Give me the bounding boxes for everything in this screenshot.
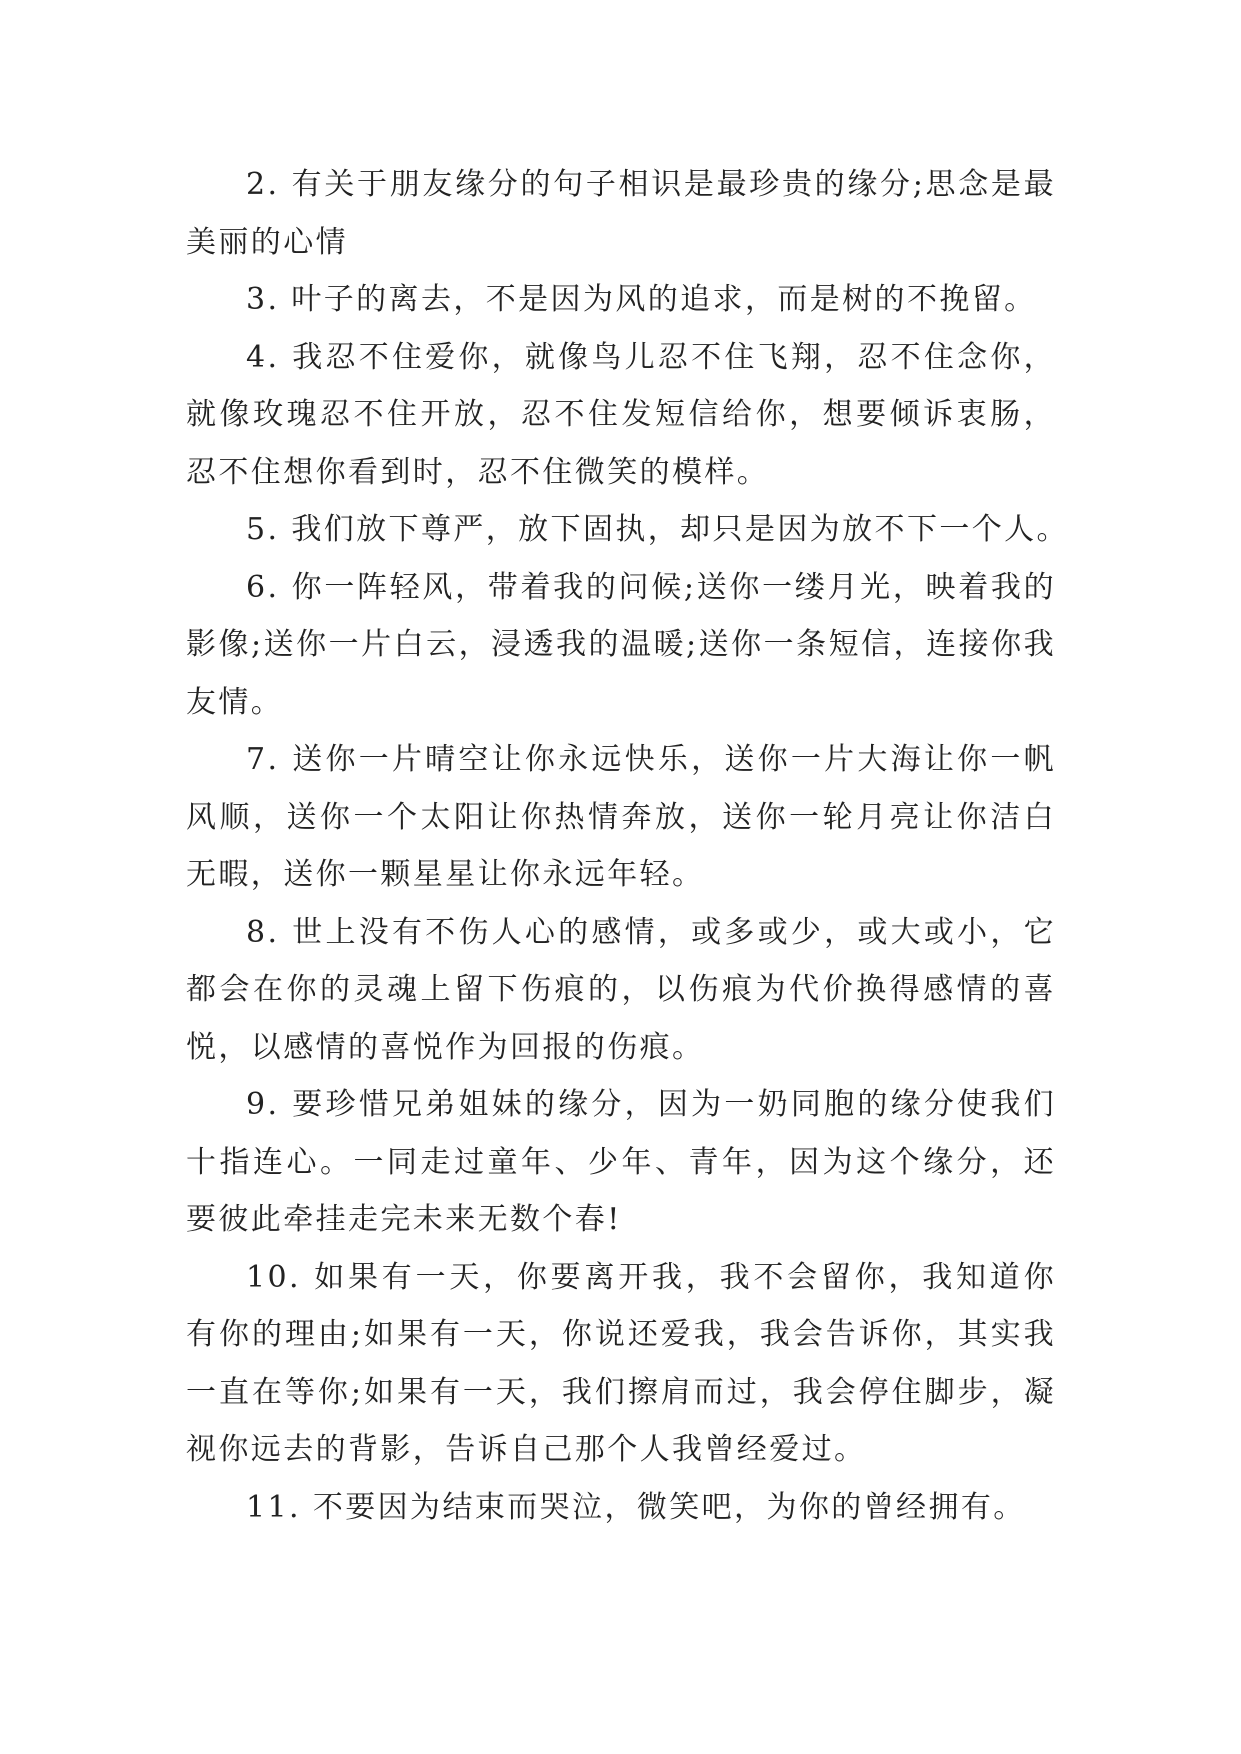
paragraph-4: 4. 我忍不住爱你，就像鸟儿忍不住飞翔，忍不住念你，就像玫瑰忍不住开放，忍不住发短信给你，想要倾诉衷肠，忍不住想你看到时，忍不住微笑的模样。	[186, 339, 1056, 490]
paragraph-11: 11. 不要因为结束而哭泣，微笑吧，为你的曾经拥有。	[246, 1489, 1026, 1525]
paragraph-7: 7. 送你一片晴空让你永远快乐，送你一片大海让你一帆风顺，送你一个太阳让你热情奔放，送你一轮月亮让你洁白无暇，送你一颗星星让你永远年轻。	[186, 742, 1056, 892]
paragraph-6: 6. 你一阵轻风，带着我的问候;送你一缕月光，映着我的影像;送你一片白云，浸透我的温暖;送你一条短信，连接你我友情。	[186, 569, 1056, 720]
paragraph-2: 2. 有关于朋友缘分的句子相识是最珍贵的缘分;思念是最美丽的心情	[186, 167, 1056, 260]
paragraph-8: 8. 世上没有不伤人心的感情，或多或少，或大或小，它都会在你的灵魂上留下伤痕的，以伤痕为代价换得感情的喜悦，以感情的喜悦作为回报的伤痕。	[186, 914, 1056, 1065]
paragraph-3: 3. 叶子的离去，不是因为风的追求，而是树的不挽留。	[246, 282, 1037, 317]
paragraph-10: 10. 如果有一天，你要离开我，我不会留你，我知道你有你的理由;如果有一天，你说还爱我，我会告诉你，其实我一直在等你;如果有一天，我们擦肩而过，我会停住脚步，凝视你远去的背影，告诉自己那个人我曾经爱过。	[186, 1259, 1056, 1467]
paragraph-9: 9. 要珍惜兄弟姐妹的缘分，因为一奶同胞的缘分使我们十指连心。一同走过童年、少年、青年，因为这个缘分，还要彼此牵挂走完未来无数个春!	[186, 1087, 1056, 1237]
paragraph-5: 5. 我们放下尊严，放下固执，却只是因为放不下一个人。	[246, 512, 1069, 547]
document-body	[186, 156, 1069, 1536]
